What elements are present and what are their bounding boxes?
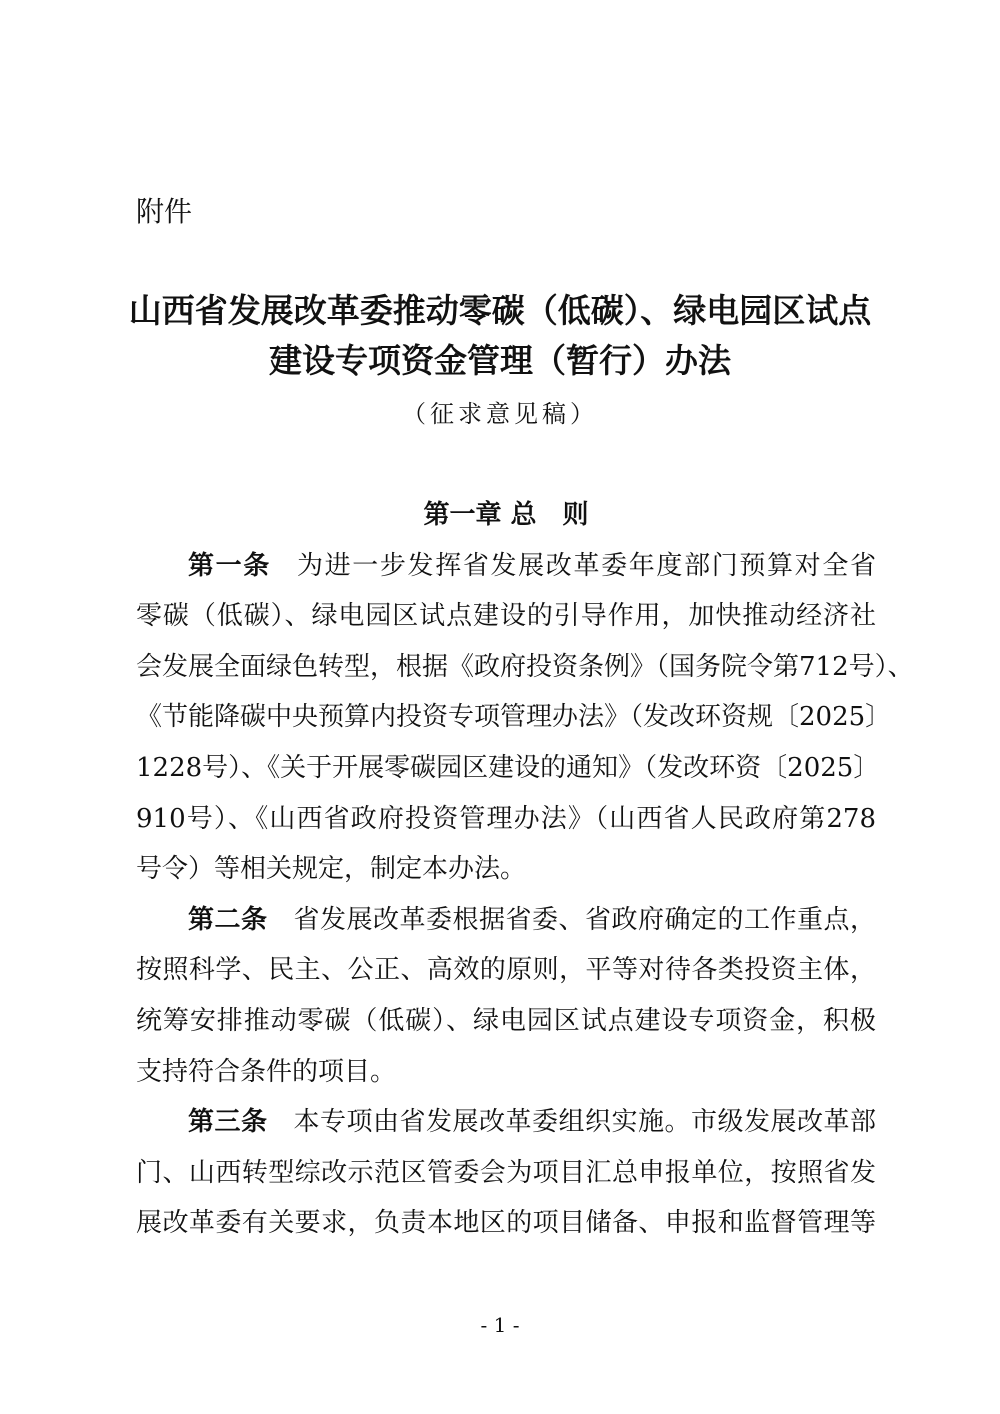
article-line: 省发展改革委根据省委、省政府确定的工作重点， — [293, 904, 876, 935]
article-line: 门、山西转型综改示范区管委会为项目汇总申报单位，按照省发 — [136, 1157, 876, 1188]
document-body — [136, 490, 914, 1249]
article-lead: 第二条 — [188, 904, 268, 935]
article-line: 本专项由省发展改革委组织实施。市级发展改革部 — [293, 1107, 876, 1138]
document-title-line-1: 山西省发展改革委推动零碳（低碳）、绿电园区试点 — [128, 291, 872, 330]
article-line: 会发展全面绿色转型，根据《政府投资条例》（国务院令第712号）、 — [136, 651, 914, 682]
attachment-label: 附件 — [136, 195, 193, 228]
article-lead: 第一条 — [188, 550, 271, 581]
article-3 — [136, 1097, 876, 1249]
article-line: 零碳（低碳）、绿电园区试点建设的引导作用，加快推动经济社 — [136, 601, 876, 632]
article-2 — [136, 895, 876, 1097]
article-first-line — [136, 541, 876, 592]
article-line: 《节能降碳中央预算内投资专项管理办法》（发改环资规〔2025〕 — [136, 702, 892, 733]
document-subtitle: （征求意见稿） — [402, 400, 598, 428]
article-line: 号令）等相关规定，制定本办法。 — [136, 854, 527, 885]
article-first-line — [136, 1097, 876, 1148]
article-first-line — [136, 895, 876, 946]
article-line: 按照科学、民主、公正、高效的原则，平等对待各类投资主体， — [136, 955, 876, 986]
article-lead: 第三条 — [188, 1107, 268, 1138]
article-line: 910号）、《山西省政府投资管理办法》（山西省人民政府第278 — [136, 803, 876, 834]
article-line: 支持符合条件的项目。 — [136, 1056, 397, 1087]
document-title-line-2: 建设专项资金管理（暂行）办法 — [269, 341, 731, 380]
article-line: 为进一步发挥省发展改革委年度部门预算对全省 — [296, 550, 876, 581]
article-line: 统筹安排推动零碳（低碳）、绿电园区试点建设专项资金，积极 — [136, 1005, 876, 1036]
article-1 — [136, 541, 914, 895]
page-number: - 1 - — [480, 1313, 520, 1337]
article-line: 1228号）、《关于开展零碳园区建设的通知》（发改环资〔2025〕 — [136, 752, 880, 783]
article-line: 展改革委有关要求，负责本地区的项目储备、申报和监督管理等 — [136, 1208, 876, 1239]
chapter-heading: 第一章 总 则 — [423, 500, 589, 530]
